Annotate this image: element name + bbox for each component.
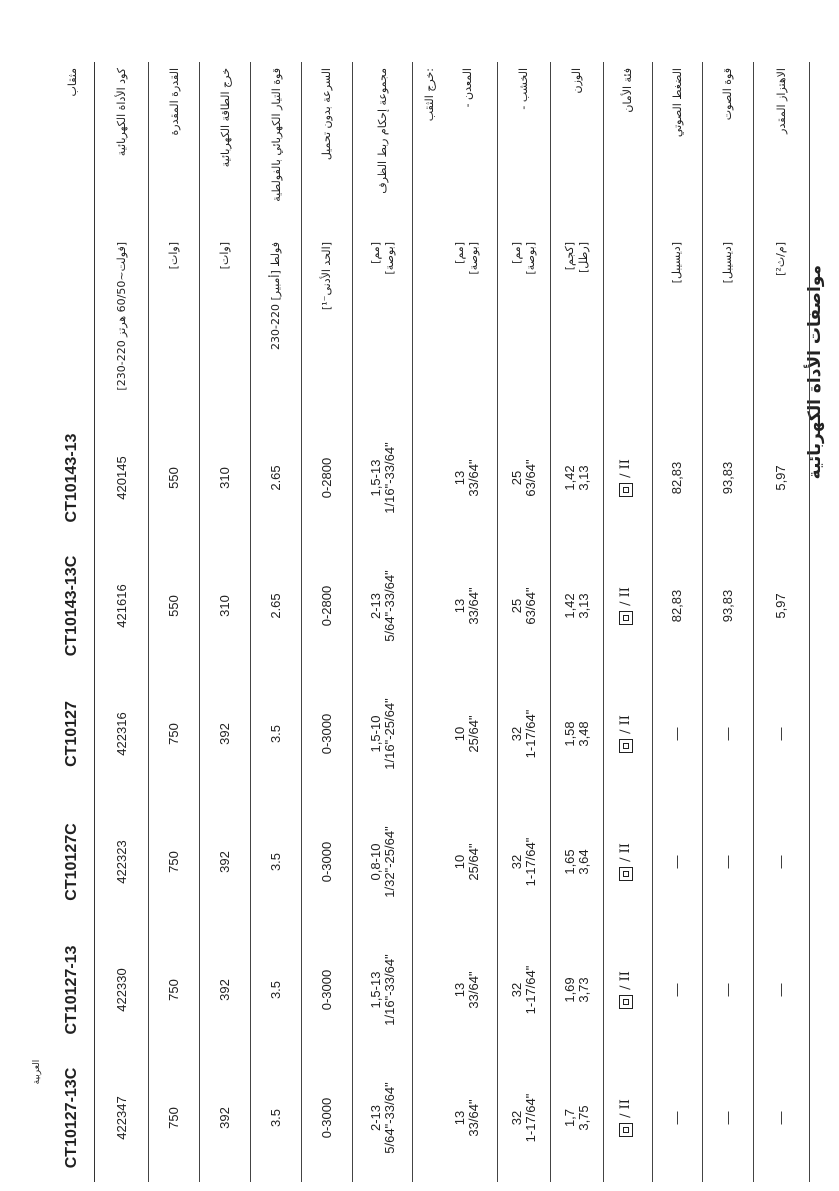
spec-value: 422330 <box>95 926 149 1054</box>
spec-label: قوة الصوت <box>702 62 753 234</box>
spec-value: 392 <box>200 1054 251 1182</box>
spec-label: مجموعة إحكام ربط الظرف <box>352 62 413 234</box>
spec-value: 0-2800 <box>302 542 353 670</box>
spec-value: 25 63/64" <box>497 414 550 542</box>
spec-unit: [ديسيبل] <box>652 234 702 414</box>
spec-value: — <box>702 1054 753 1182</box>
spec-value: — <box>702 798 753 926</box>
model-header: CT10127-13 <box>50 926 95 1054</box>
spec-value: 421616 <box>95 542 149 670</box>
safety-class-cell <box>603 798 652 926</box>
model-header: CT10143-13C <box>50 542 95 670</box>
spec-value: 3.5 <box>251 670 302 798</box>
spec-label: خرج الثقب: <box>423 68 437 122</box>
spec-value: 750 <box>149 798 200 926</box>
spec-label: القدرة المقدرة <box>149 62 200 234</box>
safety-class-value <box>619 1099 633 1137</box>
double-insulation-icon <box>619 483 633 497</box>
spec-value: 750 <box>149 926 200 1054</box>
spec-value: — <box>702 670 753 798</box>
spec-row <box>352 62 413 1182</box>
safety-class-text: / II <box>618 971 634 990</box>
spec-value: — <box>753 670 809 798</box>
double-insulation-icon <box>619 611 633 625</box>
spec-value <box>413 414 438 542</box>
safety-class-text: / II <box>618 715 634 734</box>
spec-value: 0-3000 <box>302 670 353 798</box>
spec-row <box>753 62 809 1182</box>
spec-value <box>413 798 438 926</box>
spec-value: 310 <box>200 414 251 542</box>
spec-row <box>413 62 438 1182</box>
safety-class-cell <box>603 670 652 798</box>
double-insulation-icon <box>619 867 633 881</box>
safety-class-text: / II <box>618 459 634 478</box>
spec-unit: [230-220 فولت~60/50 هرتز] <box>95 234 149 414</box>
safety-class-value <box>619 843 633 881</box>
spec-value: 2.65 <box>251 542 302 670</box>
safety-class-cell <box>603 414 652 542</box>
spec-value: 422323 <box>95 798 149 926</box>
spec-value: 750 <box>149 670 200 798</box>
safety-class-text: / II <box>618 1099 634 1118</box>
model-header: CT10127 <box>50 670 95 798</box>
spec-value: 420145 <box>95 414 149 542</box>
spec-table <box>50 62 810 1182</box>
spec-value: 10 25/64" <box>438 670 497 798</box>
spec-value: 750 <box>149 1054 200 1182</box>
safety-class-cell <box>603 1054 652 1182</box>
spec-value: — <box>652 670 702 798</box>
spec-value: — <box>652 1054 702 1182</box>
model-header: CT10127-13C <box>50 1054 95 1182</box>
spec-row <box>550 62 603 1182</box>
spec-unit <box>413 234 438 414</box>
spec-value: 93,83 <box>702 414 753 542</box>
spec-value: 310 <box>200 542 251 670</box>
safety-class-value <box>619 459 633 497</box>
spec-unit: [ديسيبل] <box>702 234 753 414</box>
spec-row <box>200 62 251 1182</box>
spec-table-frame <box>50 62 810 1182</box>
spec-value: 3.5 <box>251 798 302 926</box>
spec-label: - الخشب <box>497 62 550 234</box>
spec-value <box>413 1054 438 1182</box>
spec-value: 32 1-17/64" <box>497 926 550 1054</box>
spec-value: 1,69 3,73 <box>550 926 603 1054</box>
spec-value: — <box>753 926 809 1054</box>
spec-row <box>603 62 652 1182</box>
spec-label: - المعدن <box>438 62 497 234</box>
spec-label: خرج الطاقة الكهربائية <box>200 62 251 234</box>
spec-label: قوة التيار الكهربائي بالفولطية <box>251 62 302 234</box>
spec-value: 13 33/64" <box>438 1054 497 1182</box>
model-header: CT10143-13 <box>50 414 95 542</box>
double-insulation-icon <box>619 1123 633 1137</box>
spec-value: 13 33/64" <box>438 542 497 670</box>
document-title: مواصفات الأداة الكهربائية <box>805 265 825 480</box>
spec-value: 1,7 3,75 <box>550 1054 603 1182</box>
spec-value: 32 1-17/64" <box>497 798 550 926</box>
spec-value: 1,58 3,48 <box>550 670 603 798</box>
spec-label: السرعة بدون تحميل <box>302 62 353 234</box>
unit-header <box>50 234 95 414</box>
spec-label: كود الأداة الكهربائية <box>95 62 149 234</box>
safety-class-cell <box>603 926 652 1054</box>
spec-row <box>497 62 550 1182</box>
spec-value: 1,42 3,13 <box>550 542 603 670</box>
spec-value: — <box>702 926 753 1054</box>
spec-value: 10 25/64" <box>438 798 497 926</box>
safety-class-cell <box>603 542 652 670</box>
spec-unit: [وات] <box>149 234 200 414</box>
spec-value: 13 33/64" <box>438 414 497 542</box>
spec-value: 550 <box>149 542 200 670</box>
safety-class-text: / II <box>618 587 634 606</box>
spec-value: 25 63/64" <box>497 542 550 670</box>
spec-value: 5,97 <box>753 542 809 670</box>
header-row <box>50 62 95 1182</box>
spec-unit: [الحد الأدنى⁻¹] <box>302 234 353 414</box>
spec-row <box>702 62 753 1182</box>
spec-value: 32 1-17/64" <box>497 670 550 798</box>
spec-value: 82,83 <box>652 414 702 542</box>
spec-unit: [كجم] [رطل] <box>550 234 603 414</box>
spec-value: 5,97 <box>753 414 809 542</box>
spec-value: 3.5 <box>251 926 302 1054</box>
spec-value: 392 <box>200 926 251 1054</box>
spec-value: 0,8-10 1/32"-25/64" <box>352 798 413 926</box>
safety-class-text: / II <box>618 843 634 862</box>
spec-value: 1,5-13 1/16"-33/64" <box>352 414 413 542</box>
spec-value: — <box>652 926 702 1054</box>
spec-value: 32 1-17/64" <box>497 1054 550 1182</box>
safety-class-value <box>619 587 633 625</box>
spec-value: 82,83 <box>652 542 702 670</box>
spec-row <box>302 62 353 1182</box>
spec-value: 1,42 3,13 <box>550 414 603 542</box>
spec-value: — <box>753 1054 809 1182</box>
spec-label: الاهتزاز المقدر <box>753 62 809 234</box>
spec-unit: [مم] [بوصة] <box>438 234 497 414</box>
spec-value: 2.65 <box>251 414 302 542</box>
language-label: العربية <box>32 1059 42 1085</box>
double-insulation-icon <box>619 739 633 753</box>
model-header: CT10127C <box>50 798 95 926</box>
spec-row <box>438 62 497 1182</box>
spec-value: — <box>753 798 809 926</box>
spec-value: 1,5-13 1/16"-33/64" <box>352 926 413 1054</box>
spec-unit <box>603 234 652 414</box>
spec-value: 0-3000 <box>302 1054 353 1182</box>
spec-row <box>251 62 302 1182</box>
spec-value: 0-3000 <box>302 798 353 926</box>
spec-label: فئة الأمان <box>603 62 652 234</box>
spec-unit: 230-220 فولط [أمبير] <box>251 234 302 414</box>
spec-row <box>652 62 702 1182</box>
spec-unit: [مم] [بوصة] <box>497 234 550 414</box>
spec-row <box>149 62 200 1182</box>
spec-value: 550 <box>149 414 200 542</box>
spec-value: 2-13 5/64"-33/64" <box>352 542 413 670</box>
safety-class-value <box>619 971 633 1009</box>
spec-value: 422347 <box>95 1054 149 1182</box>
spec-value: 392 <box>200 670 251 798</box>
spec-value: 3.5 <box>251 1054 302 1182</box>
spec-value: 1,65 3,64 <box>550 798 603 926</box>
spec-row <box>95 62 149 1182</box>
spec-value: — <box>652 798 702 926</box>
spec-unit: [مم] [بوصة] <box>352 234 413 414</box>
spec-unit: [م/ث²] <box>753 234 809 414</box>
spec-value: 392 <box>200 798 251 926</box>
spec-value: 1,5-10 1/16"-25/64" <box>352 670 413 798</box>
spec-value: 0-2800 <box>302 414 353 542</box>
safety-class-value <box>619 715 633 753</box>
spec-value: 13 33/64" <box>438 926 497 1054</box>
spec-value: 93,83 <box>702 542 753 670</box>
spec-value <box>413 670 438 798</box>
spec-value: 0-3000 <box>302 926 353 1054</box>
double-insulation-icon <box>619 995 633 1009</box>
spec-value: 422316 <box>95 670 149 798</box>
spec-value <box>413 542 438 670</box>
spec-label: الوزن <box>550 62 603 234</box>
spec-label: الضغط الصوتي <box>652 62 702 234</box>
spec-unit: [وات] <box>200 234 251 414</box>
row-label-header: مثقاب <box>50 62 95 234</box>
spec-value <box>413 926 438 1054</box>
spec-value: 2-13 5/64"-33/64" <box>352 1054 413 1182</box>
